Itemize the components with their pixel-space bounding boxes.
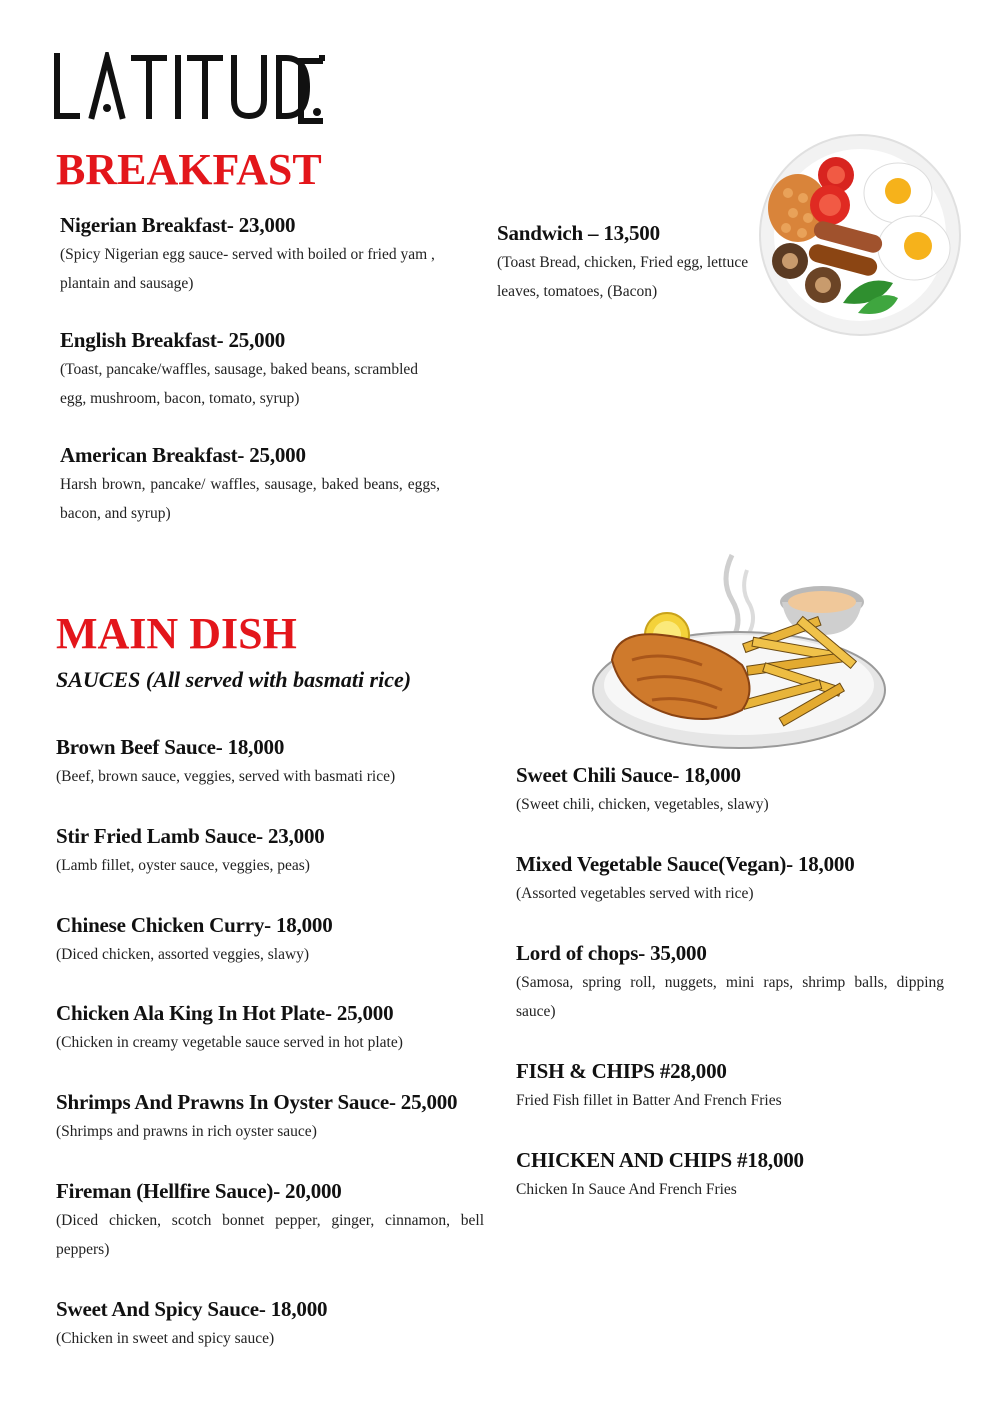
item-title: Lord of chops- 35,000	[516, 941, 707, 965]
item-title: American Breakfast- 25,000	[60, 443, 306, 467]
item-description: (Lamb fillet, oyster sauce, veggies, peas)	[56, 857, 310, 874]
item-title: CHICKEN AND CHIPS #18,000	[516, 1148, 804, 1172]
item-title: Chicken Ala King In Hot Plate- 25,000	[56, 1001, 394, 1025]
logo-wordmark	[52, 52, 332, 122]
item-title: Brown Beef Sauce- 18,000	[56, 735, 285, 759]
menu-item	[60, 442, 440, 528]
menu-item	[497, 220, 772, 306]
item-title: Sweet And Spicy Sauce- 18,000	[56, 1297, 328, 1321]
item-title: Sandwich – 13,500	[497, 221, 660, 245]
menu-item	[60, 212, 440, 298]
menu-item	[516, 762, 944, 819]
item-description: (Diced chicken, scotch bonnet pepper, ginger, cinnamon, bell peppers)	[56, 1212, 484, 1258]
item-title: English Breakfast- 25,000	[60, 328, 286, 352]
item-title: Sweet Chili Sauce- 18,000	[516, 763, 741, 787]
breakfast-plate-image	[758, 133, 962, 337]
menu-item	[56, 1178, 484, 1264]
menu-item	[56, 1000, 484, 1057]
item-title: Fireman (Hellfire Sauce)- 20,000	[56, 1179, 342, 1203]
breakfast-heading: BREAKFAST	[56, 145, 322, 194]
item-title: Mixed Vegetable Sauce(Vegan)- 18,000	[516, 852, 855, 876]
fish-and-chips-image	[592, 550, 890, 755]
item-description: (Sweet chili, chicken, vegetables, slawy)	[516, 796, 769, 813]
menu-item	[516, 1147, 944, 1204]
item-title: Chinese Chicken Curry- 18,000	[56, 913, 333, 937]
item-description: (Diced chicken, assorted veggies, slawy)	[56, 946, 310, 963]
item-description: (Samosa, spring roll, nuggets, mini raps, shrimp balls, dipping sauce)	[516, 974, 944, 1020]
item-title: FISH & CHIPS #28,000	[516, 1059, 727, 1083]
menu-item	[56, 1089, 484, 1146]
menu-item	[516, 851, 944, 908]
logo-letter-e	[297, 58, 327, 124]
item-description: (Chicken in creamy vegetable sauce served in hot plate)	[56, 1034, 403, 1051]
item-description: (Toast Bread, chicken, Fried egg, lettuce leaves, tomatoes, (Bacon)	[497, 254, 749, 300]
menu-item	[56, 1296, 484, 1353]
menu-item	[56, 823, 484, 880]
item-description: (Beef, brown sauce, veggies, served with basmati rice)	[56, 768, 396, 785]
main-dish-subtitle: SAUCES (All served with basmati rice)	[56, 667, 412, 692]
brand-logo	[52, 52, 332, 137]
menu-item	[56, 912, 484, 969]
item-description: (Spicy Nigerian egg sauce- served with boiled or fried yam , plantain and sausage)	[60, 246, 435, 292]
menu-item	[60, 327, 440, 413]
item-title: Stir Fried Lamb Sauce- 23,000	[56, 824, 325, 848]
menu-item	[516, 1058, 944, 1115]
main-dish-heading: MAIN DISH	[56, 609, 297, 658]
item-description: (Toast, pancake/waffles, sausage, baked beans, scrambled egg, mushroom, bacon, tomato, syrup)	[60, 361, 418, 407]
item-description: Fried Fish fillet in Batter And French Fries	[516, 1092, 782, 1109]
menu-item	[56, 734, 484, 791]
menu-item	[516, 940, 944, 1026]
item-description: (Assorted vegetables served with rice)	[516, 885, 754, 902]
item-description: Harsh brown, pancake/ waffles, sausage, baked beans, eggs, bacon, and syrup)	[60, 476, 440, 522]
item-title: Shrimps And Prawns In Oyster Sauce- 25,000	[56, 1090, 458, 1114]
item-description: (Chicken in sweet and spicy sauce)	[56, 1330, 275, 1347]
item-description: (Shrimps and prawns in rich oyster sauce)	[56, 1123, 317, 1140]
item-title: Nigerian Breakfast- 23,000	[60, 213, 296, 237]
item-description: Chicken In Sauce And French Fries	[516, 1181, 737, 1198]
